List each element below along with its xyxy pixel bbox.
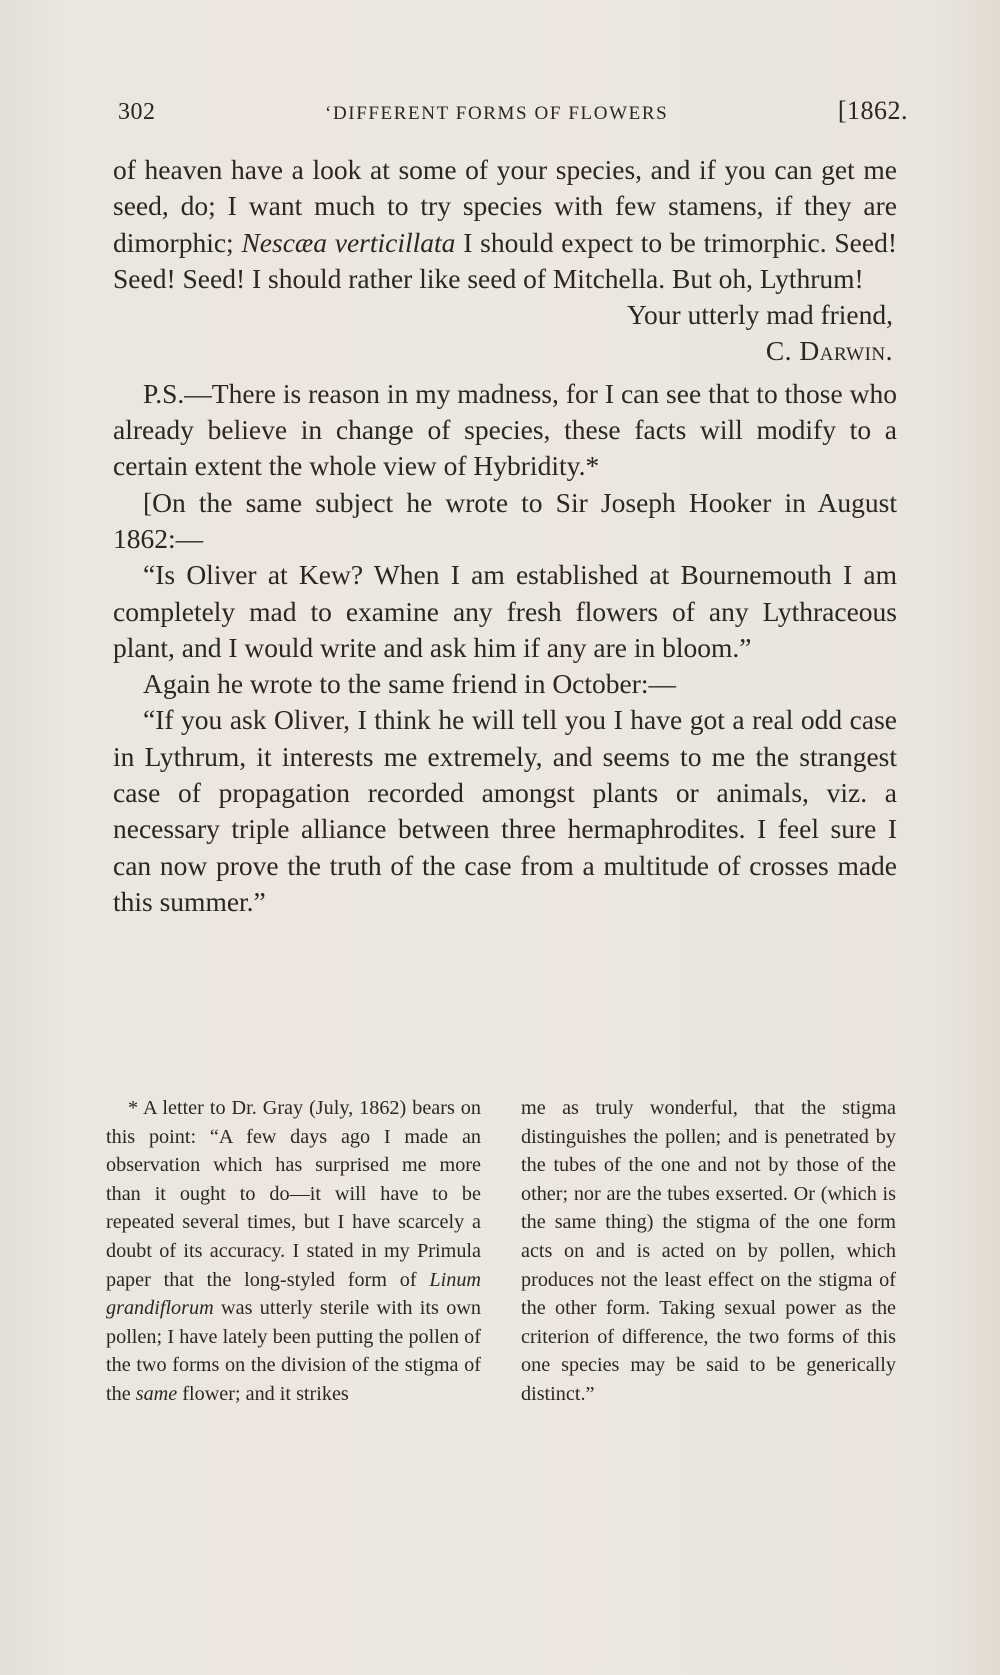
footnote-text-left xyxy=(106,1094,481,1409)
signature-rest: arwin. xyxy=(819,335,893,367)
emphasis-italic: same xyxy=(135,1382,178,1405)
running-title: ‘DIFFERENT FORMS OF FLOWERS xyxy=(325,103,669,124)
footnote-column-right xyxy=(521,1094,896,1409)
paragraph-postscript: P.S.—There is reason in my madness, for I can see that to those who already believe in change of species, these facts will modify to a certain extent the whole view of Hybridity.* xyxy=(113,377,897,482)
text-run: I should expect to be trimorphic. Seed! Seed! Seed! I should rather like seed of Mitchella. But oh, Lythrum! xyxy=(113,226,897,294)
running-header xyxy=(118,96,908,136)
paragraph-quote-kew: “Is Oliver at Kew? When I am established at Bournemouth I am completely mad to examine any fresh flowers of any Lythraceous plant, and I would write and ask him if any are in bloom.” xyxy=(113,559,897,663)
letter-signature xyxy=(113,333,897,369)
running-year: [1862. xyxy=(837,96,908,125)
text-run: flower; and it strikes xyxy=(177,1382,349,1405)
paragraph-hooker-intro: [On the same subject he wrote to Sir Joseph Hooker in August 1862:— xyxy=(113,486,897,554)
page-number: 302 xyxy=(118,99,156,125)
text-run: of heaven have a look at some of your species, and if you can get me seed, do; I want much to try species with few stamens, if they are dimorphic; xyxy=(113,154,897,258)
footnote-text-right: me as truly wonderful, that the stigma distinguishes the pollen; and is penetrated by the tubes of the one and not by those of the other; nor are the tubes exserted. Or (which is the same thing) the stigma of the one form acts on and is acted on by pollen, which produces not the least effect on the stigma of the other form. Taking sexual power as the criterion of difference, the two forms of this one species may be said to be generically distinct.” xyxy=(521,1097,896,1405)
signature-initial: C. D xyxy=(765,335,820,367)
paragraph-october-intro: Again he wrote to the same friend in October:— xyxy=(143,668,677,700)
paragraph-quote-lythrum: “If you ask Oliver, I think he will tell you I have got a real odd case in Lythrum, it interests me extremely, and seems to me the strangest case of propagation recorded amongst plants or animals, viz. a necessary triple alliance between three hermaphrodites. I feel sure I can now prove the truth of the case from a multitude of crosses made this summer.” xyxy=(113,704,897,917)
letter-closing: Your utterly mad friend, xyxy=(626,299,893,331)
species-name-italic: Linum grandiflorum xyxy=(106,1268,481,1320)
paragraph-letter-continuation xyxy=(113,152,897,297)
text-run: * A letter to Dr. Gray (July, 1862) bears on this point: “A few days ago I made an observation which has surprised me more than it ought to do—it will have to be repeated several times, but I have scarcely a doubt of its accuracy. I stated in my Primula paper that the long-styled form of xyxy=(106,1097,481,1291)
footnote-column-left xyxy=(106,1094,481,1409)
footnote xyxy=(106,1094,896,1409)
main-text xyxy=(113,152,897,920)
species-name-italic: Nescæa verticillata xyxy=(241,226,456,258)
text-run: was utterly sterile with its own pollen; I have lately been putting the pollen of the two forms on the division of the stigma of the xyxy=(106,1297,481,1405)
